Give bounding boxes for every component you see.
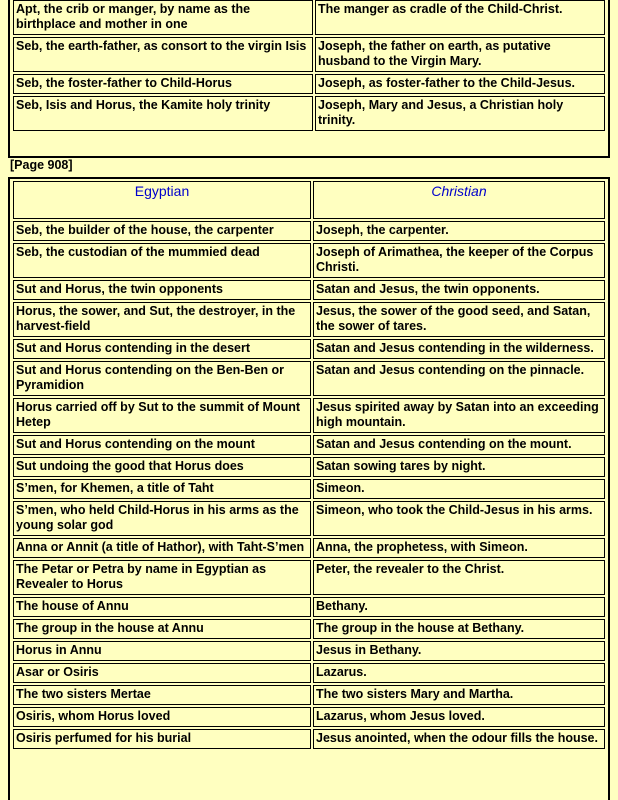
- table-row: [13, 560, 605, 595]
- egyptian-cell: Horus carried off by Sut to the summit of Mount Hetep: [13, 398, 311, 433]
- egyptian-cell: Sut and Horus, the twin opponents: [13, 280, 311, 300]
- table-row: [13, 479, 605, 499]
- table-top: [11, 0, 607, 133]
- egyptian-cell: Anna or Annit (a title of Hathor), with Taht-S’men: [13, 538, 311, 558]
- comparison-table: [8, 177, 610, 800]
- christian-cell: Jesus anointed, when the odour fills the house.: [313, 729, 605, 749]
- egyptian-cell: Sut and Horus contending in the desert: [13, 339, 311, 359]
- table-row: [13, 435, 605, 455]
- christian-cell: The group in the house at Bethany.: [313, 619, 605, 639]
- egyptian-cell: Sut undoing the good that Horus does: [13, 457, 311, 477]
- egyptian-cell: Seb, Isis and Horus, the Kamite holy trinity: [13, 96, 313, 131]
- table-row: [13, 221, 605, 241]
- egyptian-cell: Horus, the sower, and Sut, the destroyer, in the harvest-field: [13, 302, 311, 337]
- page-marker: [Page 908]: [10, 158, 73, 172]
- header-egyptian: Egyptian: [13, 181, 311, 219]
- egyptian-cell: S’men, who held Child-Horus in his arms as the young solar god: [13, 501, 311, 536]
- table-row: [13, 619, 605, 639]
- christian-cell: Simeon, who took the Child-Jesus in his arms.: [313, 501, 605, 536]
- table-row: [13, 96, 605, 131]
- table-row: [13, 729, 605, 749]
- christian-cell: Satan sowing tares by night.: [313, 457, 605, 477]
- christian-cell: The two sisters Mary and Martha.: [313, 685, 605, 705]
- table-row: [13, 501, 605, 536]
- christian-cell: Lazarus, whom Jesus loved.: [313, 707, 605, 727]
- christian-cell: Satan and Jesus contending on the mount.: [313, 435, 605, 455]
- table-main: [11, 179, 607, 751]
- christian-cell: Joseph, the father on earth, as putative husband to the Virgin Mary.: [315, 37, 605, 72]
- egyptian-cell: Sut and Horus contending on the mount: [13, 435, 311, 455]
- egyptian-cell: Seb, the custodian of the mummied dead: [13, 243, 311, 278]
- table-row: [13, 707, 605, 727]
- egyptian-cell: The group in the house at Annu: [13, 619, 311, 639]
- christian-cell: Joseph, as foster-father to the Child-Jesus.: [315, 74, 605, 94]
- table-row: [13, 37, 605, 72]
- egyptian-cell: The two sisters Mertae: [13, 685, 311, 705]
- christian-cell: Satan and Jesus contending on the pinnacle.: [313, 361, 605, 396]
- table-row: [13, 457, 605, 477]
- christian-cell: Lazarus.: [313, 663, 605, 683]
- christian-cell: Jesus in Bethany.: [313, 641, 605, 661]
- table-row: [13, 685, 605, 705]
- christian-cell: Satan and Jesus contending in the wilderness.: [313, 339, 605, 359]
- table-header-row: [13, 181, 605, 219]
- table-row: [13, 280, 605, 300]
- egyptian-cell: Osiris, whom Horus loved: [13, 707, 311, 727]
- header-christian: Christian: [313, 181, 605, 219]
- egyptian-cell: The house of Annu: [13, 597, 311, 617]
- christian-cell: Joseph, the carpenter.: [313, 221, 605, 241]
- table-row: [13, 339, 605, 359]
- egyptian-cell: Seb, the builder of the house, the carpenter: [13, 221, 311, 241]
- christian-cell: Jesus, the sower of the good seed, and Satan, the sower of tares.: [313, 302, 605, 337]
- christian-cell: Joseph, Mary and Jesus, a Christian holy trinity.: [315, 96, 605, 131]
- egyptian-cell: Sut and Horus contending on the Ben-Ben or Pyramidion: [13, 361, 311, 396]
- christian-cell: Jesus spirited away by Satan into an exceeding high mountain.: [313, 398, 605, 433]
- egyptian-cell: Apt, the crib or manger, by name as the birthplace and mother in one: [13, 0, 313, 35]
- comparison-table-continued: [8, 0, 610, 158]
- table-row: [13, 74, 605, 94]
- christian-cell: Anna, the prophetess, with Simeon.: [313, 538, 605, 558]
- egyptian-cell: Seb, the earth-father, as consort to the virgin Isis: [13, 37, 313, 72]
- christian-cell: Satan and Jesus, the twin opponents.: [313, 280, 605, 300]
- egyptian-cell: Asar or Osiris: [13, 663, 311, 683]
- egyptian-cell: Seb, the foster-father to Child-Horus: [13, 74, 313, 94]
- christian-cell: The manger as cradle of the Child-Christ.: [315, 0, 605, 35]
- table-row: [13, 398, 605, 433]
- christian-cell: Peter, the revealer to the Christ.: [313, 560, 605, 595]
- table-row: [13, 597, 605, 617]
- table-row: [13, 0, 605, 35]
- christian-cell: Bethany.: [313, 597, 605, 617]
- egyptian-cell: Horus in Annu: [13, 641, 311, 661]
- egyptian-cell: The Petar or Petra by name in Egyptian as Revealer to Horus: [13, 560, 311, 595]
- table-row: [13, 641, 605, 661]
- egyptian-cell: Osiris perfumed for his burial: [13, 729, 311, 749]
- table-row: [13, 663, 605, 683]
- table-row: [13, 538, 605, 558]
- christian-cell: Joseph of Arimathea, the keeper of the Corpus Christi.: [313, 243, 605, 278]
- table-row: [13, 302, 605, 337]
- egyptian-cell: S’men, for Khemen, a title of Taht: [13, 479, 311, 499]
- christian-cell: Simeon.: [313, 479, 605, 499]
- table-row: [13, 361, 605, 396]
- table-row: [13, 243, 605, 278]
